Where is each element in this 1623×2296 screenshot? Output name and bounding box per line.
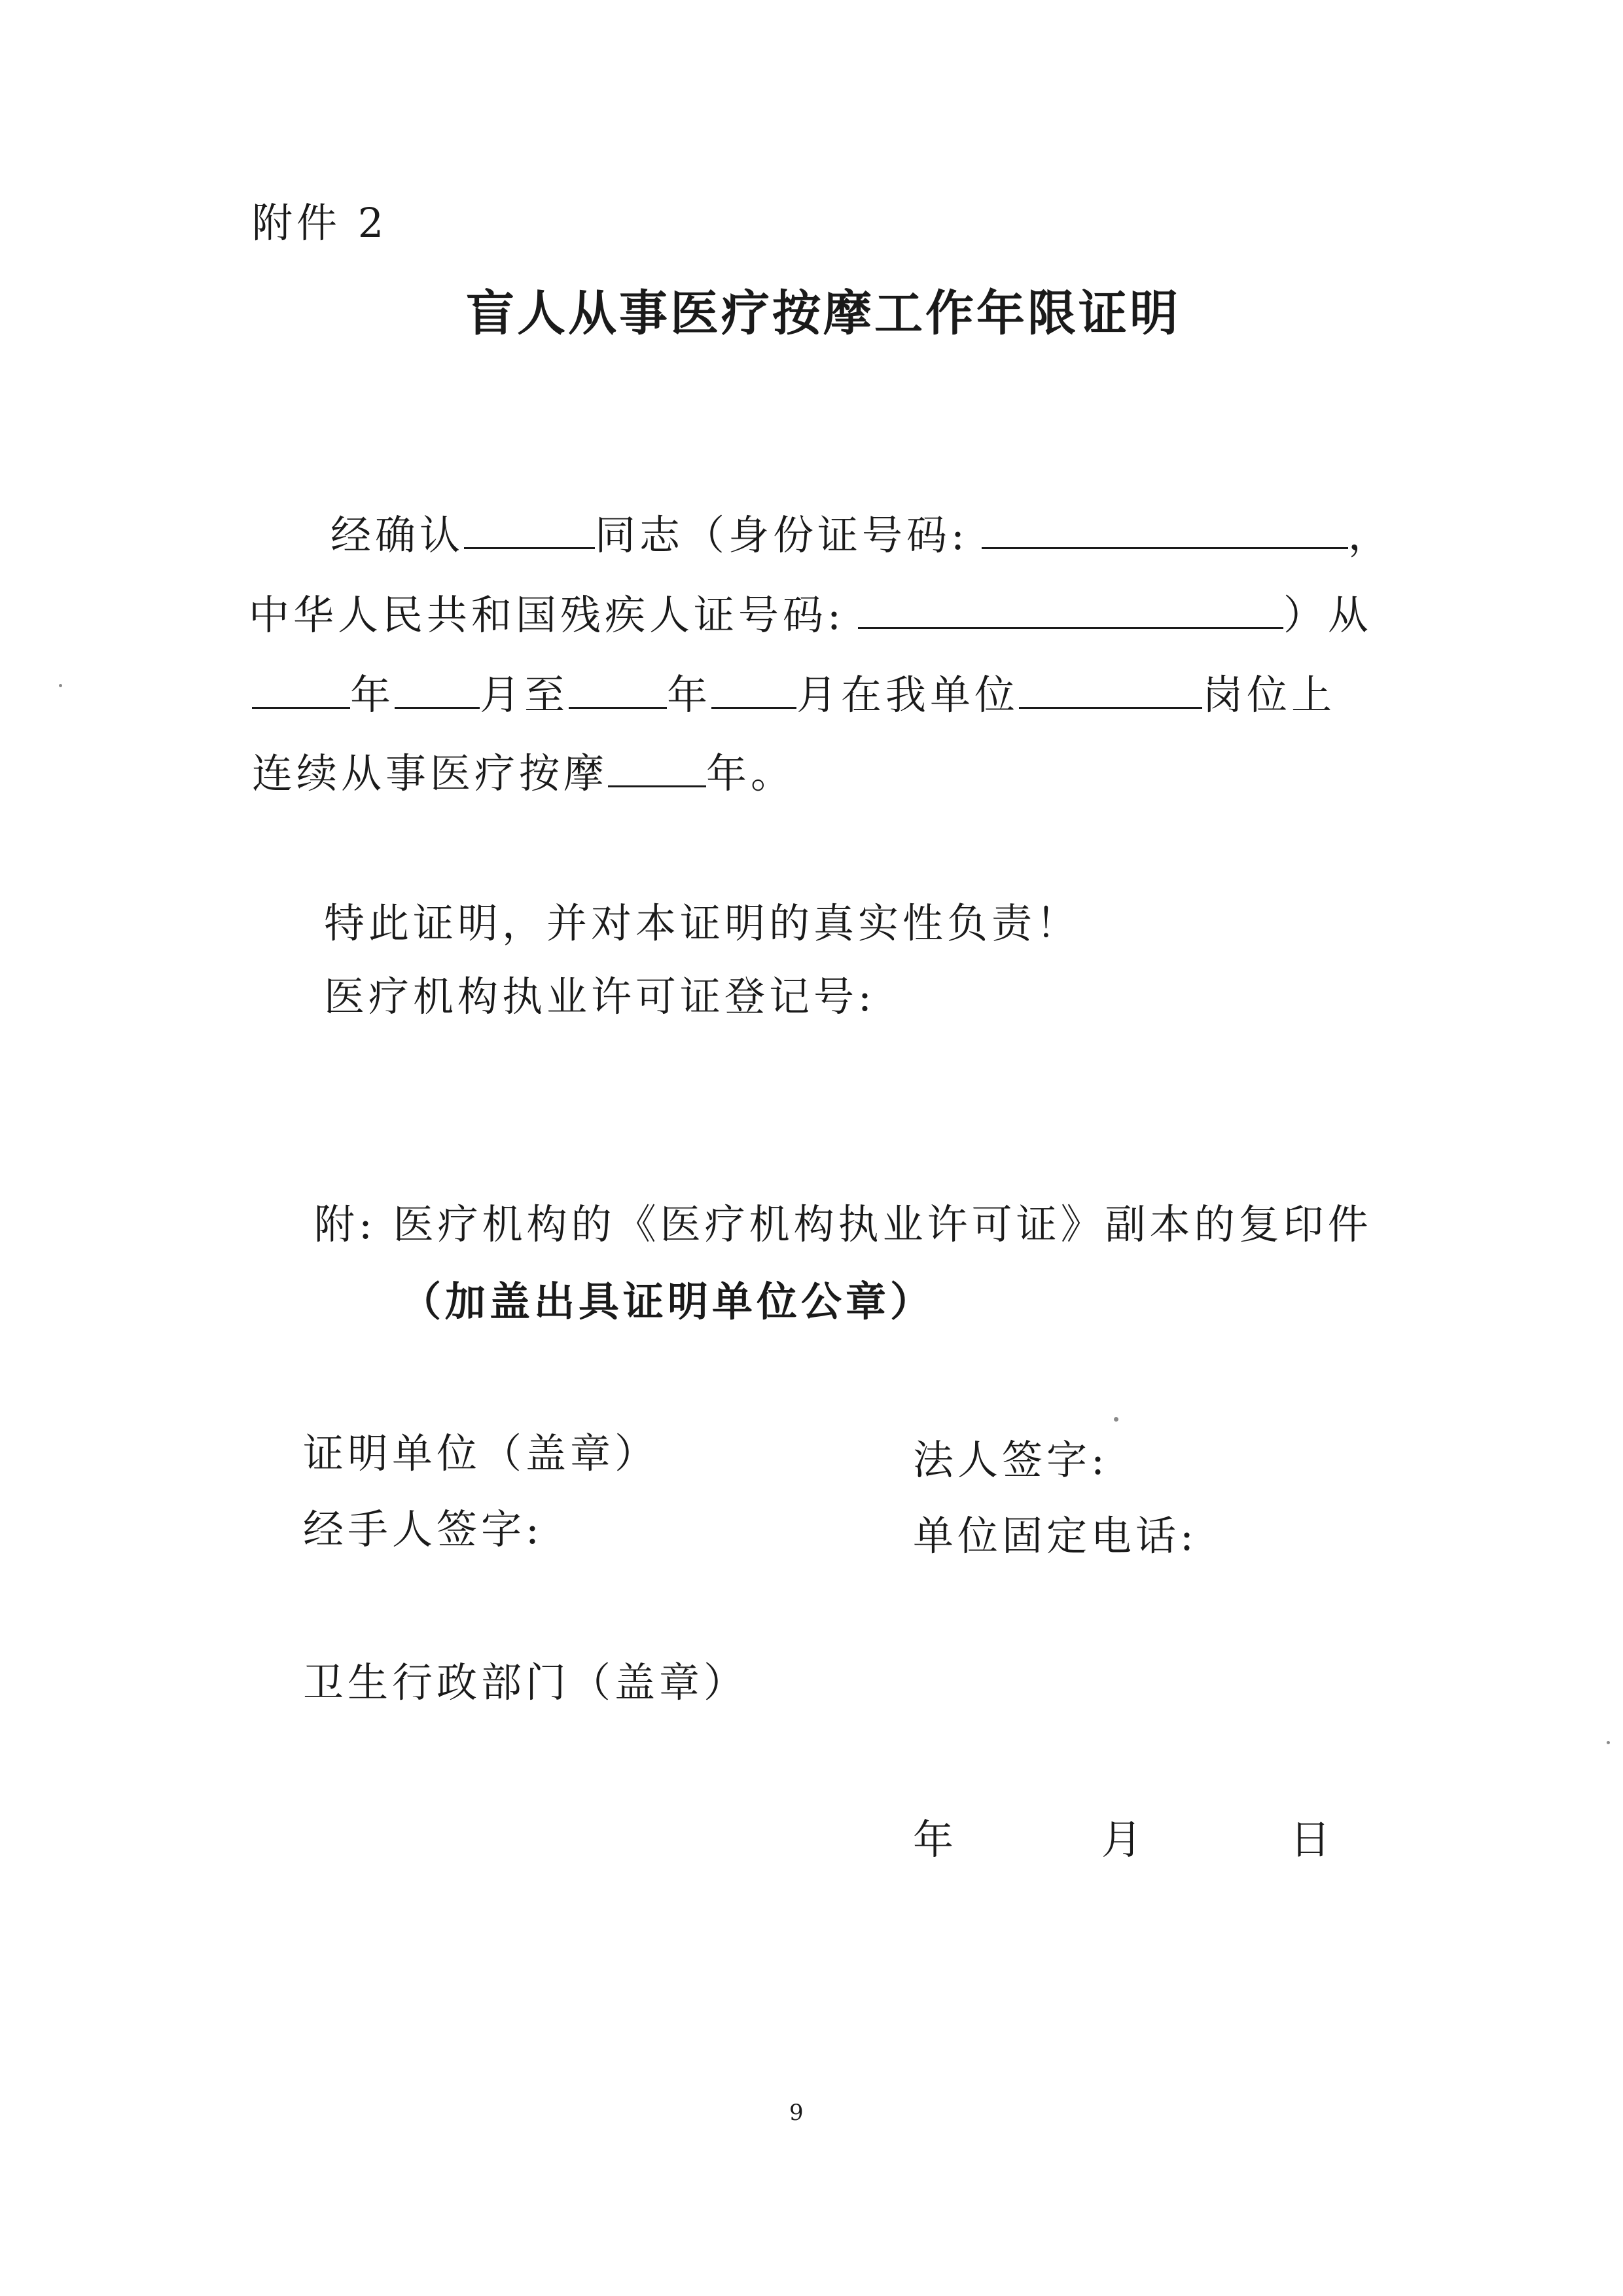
body-text: 中华人民共和国残疾人证号码: [249,591,845,639]
post-blank [1019,669,1202,709]
end-month-blank [711,669,796,709]
unit-phone-label: 单位固定电话: [913,1512,1198,1560]
scan-speck [1607,1741,1610,1744]
name-blank [464,509,595,549]
body-text: 年 [350,671,395,719]
handler-signature-label: 经手人签字: [303,1505,543,1553]
body-text: 月在我单位 [796,671,1020,719]
end-year-blank [569,669,667,709]
date-line: 年 月 日 [913,1816,1353,1863]
document-title: 盲人从事医疗按摩工作年限证明 [466,285,1181,342]
health-dept-seal-label: 卫生行政部门（盖章） [303,1659,749,1706]
legal-rep-signature-label: 法人签字: [913,1436,1109,1484]
body-text: 年 [667,671,712,719]
seal-note: （加盖出具证明单位公章） [401,1278,935,1325]
body-line-4 [252,747,796,797]
body-text: 同志（身份证号码: [595,511,969,559]
issuing-unit-seal-label: 证明单位（盖章） [303,1429,660,1477]
declaration-line: 特此证明，并对本证明的真实性负责！ [324,899,1081,947]
body-text: ）从 [1283,591,1372,639]
body-text: 年。 [706,749,796,797]
body-text: 经确认 [330,511,465,559]
body-text: 连续从事医疗按摩 [252,749,609,797]
license-number-label: 医疗机构执业许可证登记号: [324,973,876,1020]
body-text: ， [1347,511,1393,559]
start-year-blank [252,669,350,709]
start-month-blank [395,669,480,709]
attachment-note: 附: 医疗机构的《医疗机构执业许可证》副本的复印件 [314,1200,1372,1248]
id-number-blank [982,509,1348,549]
body-line-2 [249,589,1372,639]
years-blank [608,747,706,787]
attachment-label: 附件 2 [252,199,388,247]
body-text: 岗位上 [1202,671,1336,719]
page-number: 9 [789,2100,804,2126]
scan-speck [1114,1417,1118,1422]
disability-cert-blank [858,589,1283,629]
body-text: 月至 [480,671,569,719]
body-line-3 [252,669,1336,719]
scan-speck [59,684,62,687]
body-line-1 [330,509,1393,559]
